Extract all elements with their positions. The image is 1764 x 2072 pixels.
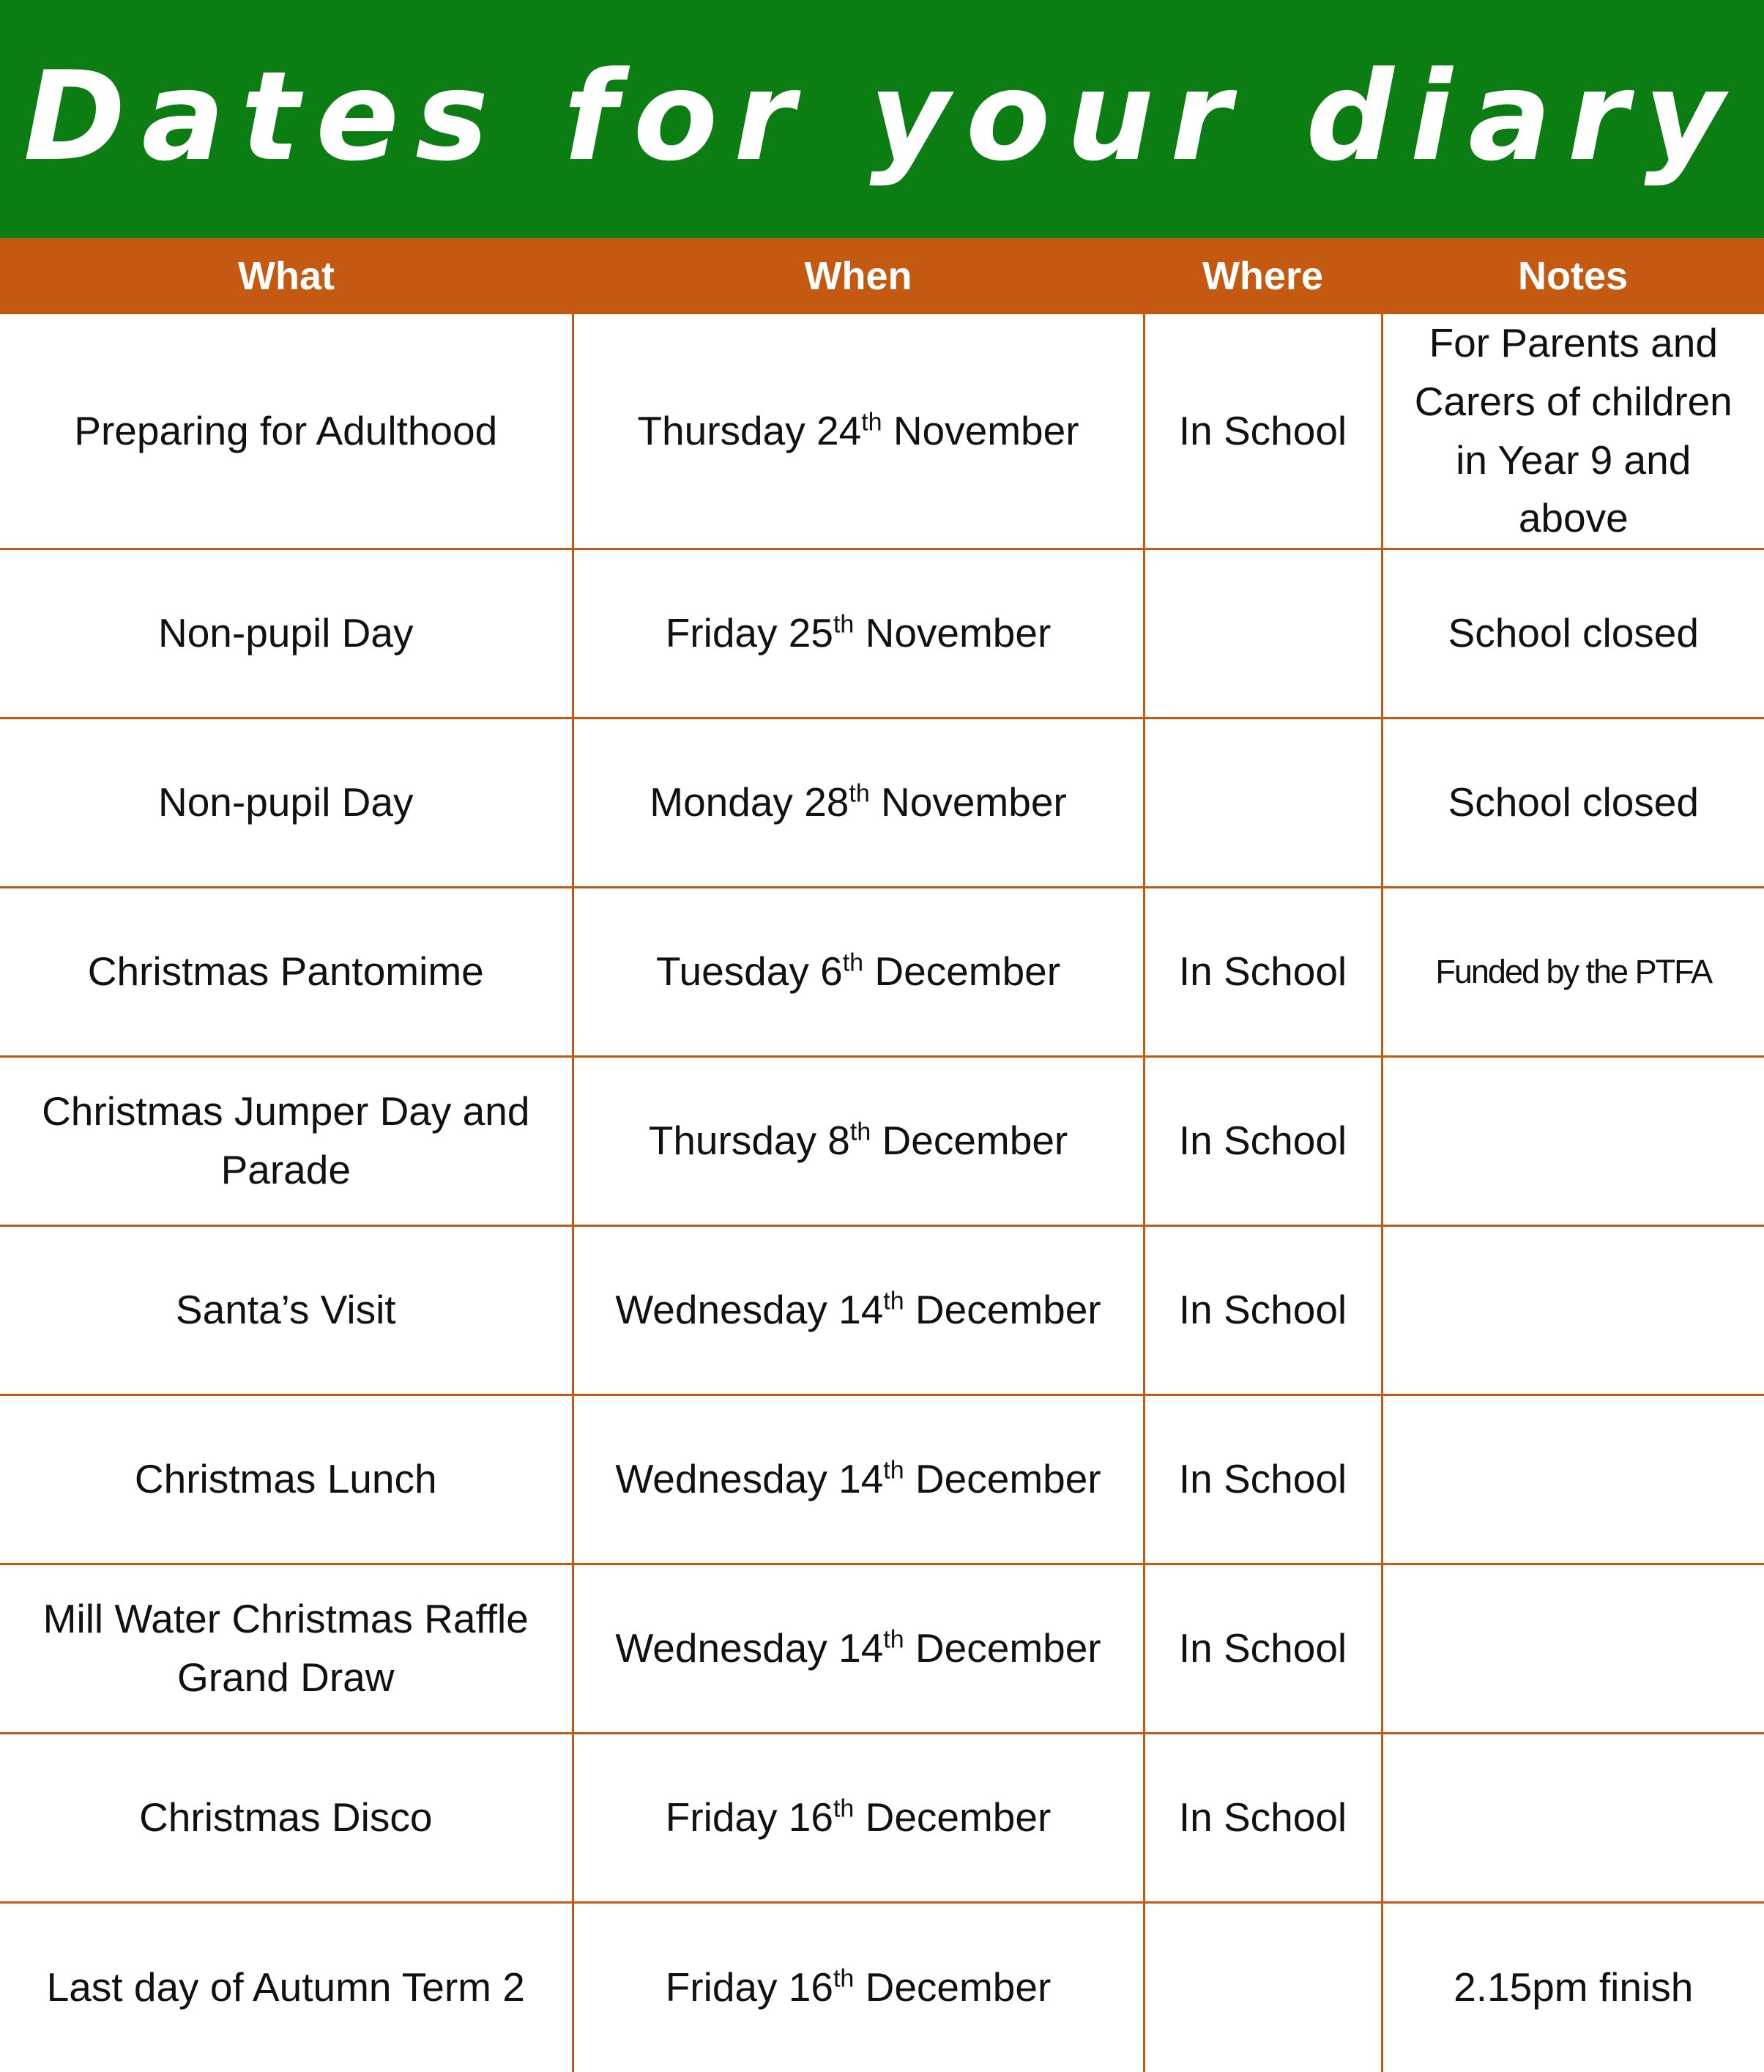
cell-notes: 2.15pm finish <box>1382 1903 1764 2072</box>
cell-notes <box>1382 1226 1764 1395</box>
cell-what: Non-pupil Day <box>0 718 573 888</box>
table-header-row <box>0 238 1764 314</box>
cell-where: In School <box>1144 1734 1382 1903</box>
cell-notes: Funded by the PTFA <box>1382 888 1764 1057</box>
cell-what: Non-pupil Day <box>0 549 573 718</box>
cell-when: Friday 16th December <box>573 1734 1144 1903</box>
table-row <box>0 549 1764 718</box>
dates-table <box>0 238 1764 2072</box>
cell-when: Wednesday 14th December <box>573 1395 1144 1564</box>
cell-notes <box>1382 1734 1764 1903</box>
cell-when: Wednesday 14th December <box>573 1226 1144 1395</box>
cell-what: Mill Water Christmas Raffle Grand Draw <box>0 1564 573 1734</box>
column-header-what: What <box>238 254 335 298</box>
cell-notes <box>1382 1395 1764 1564</box>
cell-when: Thursday 24th November <box>573 314 1144 549</box>
cell-notes <box>1382 1057 1764 1226</box>
cell-what: Christmas Disco <box>0 1734 573 1903</box>
table-row <box>0 1226 1764 1395</box>
cell-where: In School <box>1144 1226 1382 1395</box>
cell-what: Christmas Lunch <box>0 1395 573 1564</box>
column-header-when: When <box>804 254 912 298</box>
cell-where: In School <box>1144 1564 1382 1734</box>
table-row <box>0 1734 1764 1903</box>
title-banner <box>0 0 1764 238</box>
table-row <box>0 888 1764 1057</box>
cell-where <box>1144 718 1382 888</box>
page-title: Dates for your diary <box>23 44 1741 188</box>
cell-where: In School <box>1144 888 1382 1057</box>
cell-when: Thursday 8th December <box>573 1057 1144 1226</box>
cell-what: Santa’s Visit <box>0 1226 573 1395</box>
cell-when: Friday 16th December <box>573 1903 1144 2072</box>
column-header-where: Where <box>1202 254 1324 298</box>
cell-when: Friday 25th November <box>573 549 1144 718</box>
table-row <box>0 1564 1764 1734</box>
cell-when: Wednesday 14th December <box>573 1564 1144 1734</box>
cell-where <box>1144 1903 1382 2072</box>
cell-what: Christmas Jumper Day and Parade <box>0 1057 573 1226</box>
table-row <box>0 314 1764 549</box>
cell-what: Last day of Autumn Term 2 <box>46 1964 525 2010</box>
cell-notes: School closed <box>1382 549 1764 718</box>
cell-when: Monday 28th November <box>573 718 1144 888</box>
table-row <box>0 718 1764 888</box>
column-header-notes: Notes <box>1517 254 1629 298</box>
cell-when: Tuesday 6th December <box>573 888 1144 1057</box>
cell-where: In School <box>1144 1057 1382 1226</box>
cell-notes <box>1382 1564 1764 1734</box>
cell-notes: School closed <box>1382 718 1764 888</box>
cell-what: Christmas Pantomime <box>0 888 573 1057</box>
cell-what: Preparing for Adulthood <box>0 314 573 549</box>
table-row <box>0 1395 1764 1564</box>
table-row <box>0 1903 1764 2072</box>
table-row <box>0 1057 1764 1226</box>
cell-where <box>1144 549 1382 718</box>
cell-notes: For Parents and Carers of children in Year 9 and above <box>1382 314 1764 549</box>
cell-where: In School <box>1144 314 1382 549</box>
cell-where: In School <box>1144 1395 1382 1564</box>
